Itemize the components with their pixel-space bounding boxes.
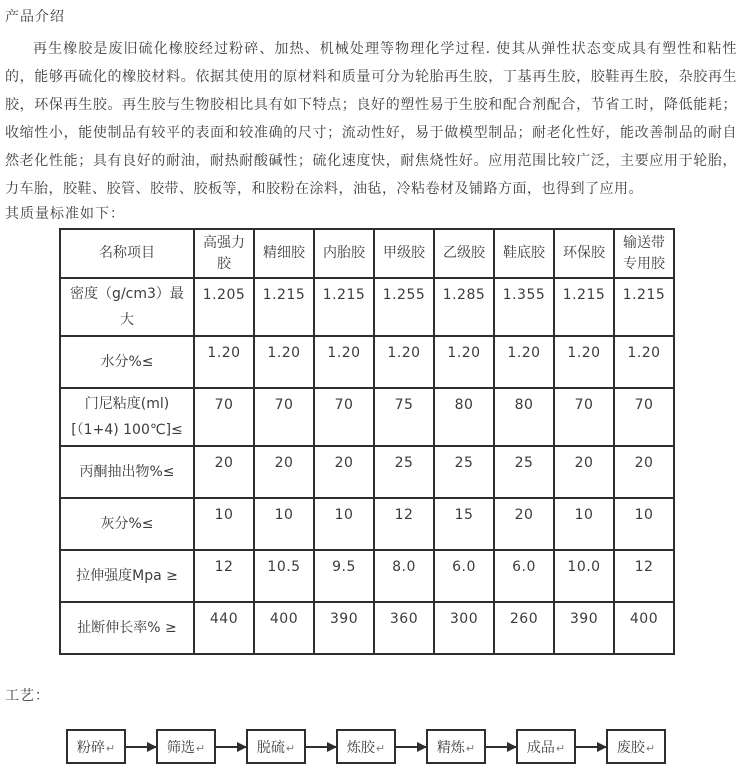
table-cell-value: 80 (434, 388, 494, 446)
intro-paragraph: 再生橡胶是废旧硫化橡胶经过粉碎、加热、机械处理等物理化学过程. 使其从弹性状态变成具有塑性和粘性的，能够再硫化的橡胶材料。依据其使用的原材料和质量可分为轮胎再生胶，丁基再生胶，胶鞋再生胶，杂胶再生胶，环保再生胶。再生胶与生物胶相比具有如下特点；良好的塑性易于生胶和配合剂配合，节省工时，降低能耗；收缩性小，能使制品有较平的表面和较准确的尺寸；流动性好，易于做模型制品；耐老化性好，能改善制品的耐自然老化性能；具有良好的耐油，耐热耐酸碱性；硫化速度快，耐焦烧性好。应用范围比较广泛，主要应用于轮胎，力车胎，胶鞋、胶管、胶带、胶板等，和胶粉在涂料，油毡，冷粘卷材及铺路方面，也得到了应用。 (5, 41, 737, 197)
paragraph-return-icon: ↵ (375, 742, 386, 755)
table-row (60, 602, 674, 654)
table-header (60, 229, 674, 278)
arrow-right-icon (486, 746, 516, 748)
table-cell-value: 390 (314, 602, 374, 654)
process-step-label: 废胶 (616, 739, 645, 756)
column-header: 高强力胶 (194, 229, 254, 278)
table-cell-value: 300 (434, 602, 494, 654)
table-cell-value: 1.20 (434, 336, 494, 388)
arrow-right-icon (576, 746, 606, 748)
table-cell-value: 20 (194, 446, 254, 498)
table-row (60, 336, 674, 388)
table-cell-value: 10.5 (254, 550, 314, 602)
paragraph-return-icon: ↵ (465, 742, 476, 755)
table-cell-value: 10 (194, 498, 254, 550)
table-cell-value: 1.215 (554, 278, 614, 336)
arrow-right-icon (396, 746, 426, 748)
table-cell-value: 1.285 (434, 278, 494, 336)
table-row (60, 388, 674, 446)
paragraph-return-icon: ↵ (645, 742, 656, 755)
table-row (60, 550, 674, 602)
table-cell-value: 70 (254, 388, 314, 446)
table-cell-value: 1.20 (494, 336, 554, 388)
table-cell-value: 6.0 (434, 550, 494, 602)
process-step-box (426, 729, 486, 764)
table-cell-value: 10 (314, 498, 374, 550)
column-header: 环保胶 (554, 229, 614, 278)
process-step-label: 筛选 (166, 739, 195, 756)
table-cell-value: 1.20 (194, 336, 254, 388)
column-header: 鞋底胶 (494, 229, 554, 278)
process-step-box (336, 729, 396, 764)
table-cell-value: 1.20 (314, 336, 374, 388)
standards-note: 其质量标准如下： (5, 206, 125, 222)
table-cell-value: 1.20 (374, 336, 434, 388)
table-cell-value: 70 (314, 388, 374, 446)
paragraph-return-icon: ↵ (105, 742, 116, 755)
table-cell-value: 20 (254, 446, 314, 498)
process-step-box (246, 729, 306, 764)
table-cell-value: 70 (614, 388, 674, 446)
table-cell-value: 400 (254, 602, 314, 654)
process-step-label: 成品 (526, 739, 555, 756)
row-label: 灰分%≤ (60, 498, 194, 550)
table-cell-value: 25 (434, 446, 494, 498)
arrow-right-icon (216, 746, 246, 748)
table-cell-value: 1.215 (254, 278, 314, 336)
quality-standards-table (59, 228, 675, 655)
process-label: 工艺： (5, 688, 50, 704)
table-cell-value: 80 (494, 388, 554, 446)
paragraph-return-icon: ↵ (195, 742, 206, 755)
table-cell-value: 1.205 (194, 278, 254, 336)
table-cell-value: 260 (494, 602, 554, 654)
column-header: 精细胶 (254, 229, 314, 278)
process-step-box (66, 729, 126, 764)
process-step-label: 脱硫 (256, 739, 285, 756)
table-cell-value: 20 (554, 446, 614, 498)
table-row (60, 498, 674, 550)
page-title: 产品介绍 (5, 9, 65, 25)
table-cell-value: 10 (254, 498, 314, 550)
table-cell-value: 1.20 (614, 336, 674, 388)
process-flow-diagram (66, 729, 737, 764)
row-label: 水分%≤ (60, 336, 194, 388)
table-cell-value: 440 (194, 602, 254, 654)
table-cell-value: 15 (434, 498, 494, 550)
row-label: 密度（g/cm3）最大 (60, 278, 194, 336)
table-cell-value: 1.255 (374, 278, 434, 336)
table-cell-value: 1.20 (254, 336, 314, 388)
table-cell-value: 9.5 (314, 550, 374, 602)
paragraph-return-icon: ↵ (285, 742, 296, 755)
table-cell-value: 25 (374, 446, 434, 498)
table-cell-value: 20 (614, 446, 674, 498)
process-step-box (156, 729, 216, 764)
table-cell-value: 70 (194, 388, 254, 446)
column-header: 甲级胶 (374, 229, 434, 278)
row-label: 丙酮抽出物%≤ (60, 446, 194, 498)
table-row (60, 278, 674, 336)
row-label: 扯断伸长率% ≥ (60, 602, 194, 654)
table-cell-value: 20 (314, 446, 374, 498)
arrow-right-icon (306, 746, 336, 748)
table-cell-value: 10 (614, 498, 674, 550)
table-row (60, 446, 674, 498)
table-cell-value: 12 (194, 550, 254, 602)
process-step-label: 炼胶 (346, 739, 375, 756)
table-cell-value: 390 (554, 602, 614, 654)
row-label: 门尼粘度(ml)[（1+4) 100℃]≤ (60, 388, 194, 446)
table-cell-value: 8.0 (374, 550, 434, 602)
table-cell-value: 10.0 (554, 550, 614, 602)
process-step-box (606, 729, 666, 764)
table-cell-value: 6.0 (494, 550, 554, 602)
table-header-row (60, 229, 674, 278)
table-cell-value: 1.355 (494, 278, 554, 336)
table-cell-value: 75 (374, 388, 434, 446)
process-step-label: 粉碎 (76, 739, 105, 756)
table-cell-value: 360 (374, 602, 434, 654)
table-cell-value: 25 (494, 446, 554, 498)
table-cell-value: 10 (554, 498, 614, 550)
process-step-label: 精炼 (436, 739, 465, 756)
table-cell-value: 20 (494, 498, 554, 550)
process-step-box (516, 729, 576, 764)
arrow-right-icon (126, 746, 156, 748)
table-cell-value: 12 (614, 550, 674, 602)
table-cell-value: 400 (614, 602, 674, 654)
column-header: 乙级胶 (434, 229, 494, 278)
table-cell-value: 1.215 (614, 278, 674, 336)
row-label: 拉伸强度Mpa ≥ (60, 550, 194, 602)
table-cell-value: 70 (554, 388, 614, 446)
table-cell-value: 12 (374, 498, 434, 550)
table-cell-value: 1.20 (554, 336, 614, 388)
table-body (60, 278, 674, 654)
column-header: 输送带专用胶 (614, 229, 674, 278)
table-cell-value: 1.215 (314, 278, 374, 336)
column-header: 内胎胶 (314, 229, 374, 278)
column-header-name-item: 名称项目 (60, 229, 194, 278)
paragraph-return-icon: ↵ (555, 742, 566, 755)
